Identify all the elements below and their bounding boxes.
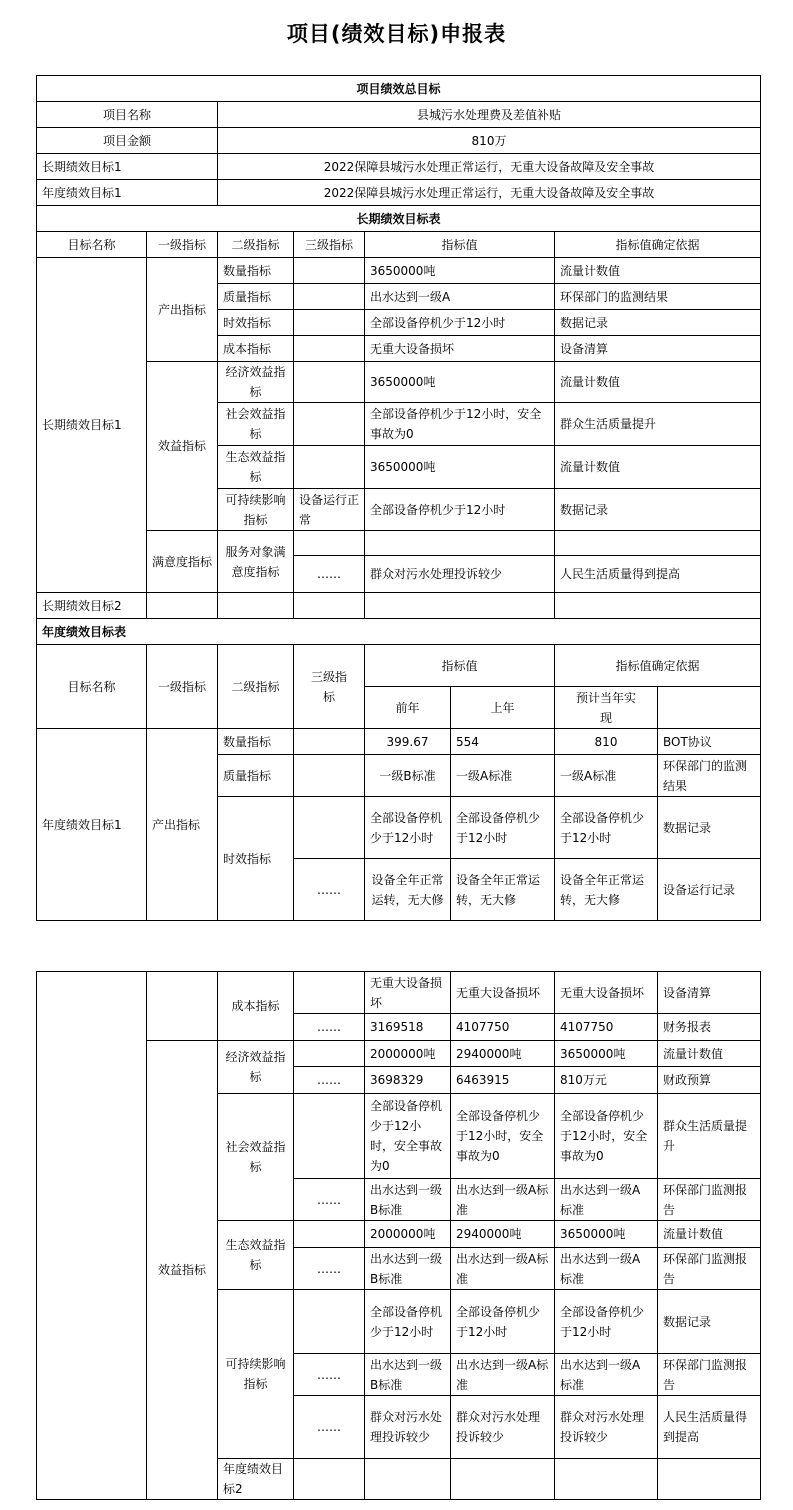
value-prev2: 一级B标准 [365, 755, 451, 797]
level3-indicator: …… [294, 1396, 365, 1459]
col-header: 三级指标 [294, 645, 365, 729]
level1-indicator: 效益指标 [147, 362, 218, 531]
value-expected: 4107750 [555, 1014, 658, 1041]
indicator-value: 全部设备停机少于12小时 [365, 310, 555, 336]
field-value: 2022保障县城污水处理正常运行，无重大设备故障及安全事故 [218, 180, 761, 206]
col-header: 二级指标 [218, 645, 294, 729]
indicator-basis: BOT协议 [658, 729, 761, 755]
level2-indicator: 时效指标 [218, 310, 294, 336]
value-prev1: 2940000吨 [451, 1041, 555, 1067]
value-expected: 出水达到一级A标准 [555, 1248, 658, 1290]
value-prev1: 设备全年正常运转，无大修 [451, 859, 555, 921]
col-header: 指标值 [365, 645, 555, 687]
indicator-value: 3650000吨 [365, 446, 555, 489]
empty-cell [658, 1459, 761, 1500]
overall-row [37, 102, 761, 128]
indicator-basis: 数据记录 [555, 489, 761, 531]
indicator-basis: 设备运行记录 [658, 859, 761, 921]
level3-indicator [294, 403, 365, 446]
value-prev1: 全部设备停机少于12小时，安全事故为0 [451, 1094, 555, 1179]
value-prev1: 无重大设备损坏 [451, 972, 555, 1014]
target-name: 长期绩效目标2 [37, 593, 147, 619]
value-prev2: 3169518 [365, 1014, 451, 1041]
col-header: 目标名称 [37, 645, 147, 729]
level1-indicator: 效益指标 [147, 1041, 218, 1500]
indicator-basis: 流量计数值 [555, 258, 761, 284]
indicator-basis: 流量计数值 [658, 1221, 761, 1248]
indicator-basis: 环保部门的监测结果 [555, 284, 761, 310]
empty-cell [555, 1459, 658, 1500]
indicator-basis: 环保部门的监测结果 [658, 755, 761, 797]
empty-cell [365, 593, 555, 619]
indicator-basis: 数据记录 [555, 310, 761, 336]
level3-indicator: …… [294, 1014, 365, 1041]
long-term-col-header-row [37, 232, 761, 258]
level2-indicator: 经济效益指标 [218, 362, 294, 403]
target-name: 年度绩效目标2 [218, 1459, 294, 1500]
col-header: 指标值确定依据 [555, 232, 761, 258]
table-row [37, 729, 761, 755]
value-expected: 设备全年正常运转，无大修 [555, 859, 658, 921]
level2-indicator: 成本指标 [218, 972, 294, 1041]
level3-indicator: …… [294, 1248, 365, 1290]
level3-indicator [294, 336, 365, 362]
value-expected: 出水达到一级A标准 [555, 1354, 658, 1396]
level3-indicator [294, 729, 365, 755]
field-value: 810万 [218, 128, 761, 154]
level3-indicator [294, 310, 365, 336]
field-value: 2022保障县城污水处理正常运行，无重大设备故障及安全事故 [218, 154, 761, 180]
long-term-header-row [37, 206, 761, 232]
level2-indicator: 经济效益指标 [218, 1041, 294, 1094]
col-header: 二级指标 [218, 232, 294, 258]
annual-col-header-row [37, 645, 761, 687]
level2-indicator: 社会效益指标 [218, 1094, 294, 1221]
level3-indicator: …… [294, 1179, 365, 1221]
field-label: 年度绩效目标1 [37, 180, 218, 206]
level3-indicator [294, 1290, 365, 1354]
value-expected: 出水达到一级A标准 [555, 1179, 658, 1221]
value-prev1: 出水达到一级A标准 [451, 1354, 555, 1396]
level3-indicator [294, 797, 365, 859]
value-prev1: 全部设备停机少于12小时 [451, 1290, 555, 1354]
value-expected: 810万元 [555, 1067, 658, 1094]
value-prev2: 出水达到一级B标准 [365, 1248, 451, 1290]
indicator-value: 3650000吨 [365, 362, 555, 403]
level3-indicator [294, 1041, 365, 1067]
target-name-cont [37, 972, 147, 1500]
empty-cell [147, 593, 218, 619]
empty-cell [365, 1459, 451, 1500]
table-row [37, 593, 761, 619]
level3-indicator [294, 362, 365, 403]
value-prev1: 一级A标准 [451, 755, 555, 797]
col-header: 一级指标 [147, 232, 218, 258]
level1-indicator: 满意度指标 [147, 531, 218, 593]
level3-indicator: …… [294, 1067, 365, 1094]
level3-indicator: 设备运行正常 [294, 489, 365, 531]
page-title: 项目(绩效目标)申报表 [286, 22, 507, 46]
level3-indicator [294, 1221, 365, 1248]
empty-cell [451, 1459, 555, 1500]
overall-row [37, 180, 761, 206]
value-expected: 全部设备停机少于12小时 [555, 1290, 658, 1354]
level2-indicator: 时效指标 [218, 797, 294, 921]
level3-indicator [294, 258, 365, 284]
target-name: 年度绩效目标1 [37, 729, 147, 921]
level1-indicator-cont [147, 972, 218, 1041]
value-prev2: 全部设备停机少于12小时 [365, 797, 451, 859]
table-row [37, 972, 761, 1014]
indicator-value: 群众对污水处理投诉较少 [365, 556, 555, 593]
col-header: 预计当年实现 [555, 687, 658, 729]
level2-indicator: 质量指标 [218, 284, 294, 310]
indicator-basis: 人民生活质量得到提高 [658, 1396, 761, 1459]
target-name: 长期绩效目标1 [37, 258, 147, 593]
level3-indicator: …… [294, 859, 365, 921]
level2-indicator: 可持续影响指标 [218, 489, 294, 531]
value-prev1: 出水达到一级A标准 [451, 1179, 555, 1221]
value-prev1: 群众对污水处理投诉较少 [451, 1396, 555, 1459]
col-header: 上年 [451, 687, 555, 729]
level2-indicator: 生态效益指标 [218, 1221, 294, 1290]
empty-cell [294, 593, 365, 619]
overall-row [37, 154, 761, 180]
table-row [37, 258, 761, 284]
level2-indicator: 服务对象满意度指标 [218, 531, 294, 593]
indicator-basis: 人民生活质量得到提高 [555, 556, 761, 593]
level3-indicator: …… [294, 1354, 365, 1396]
value-prev2: 设备全年正常运转，无大修 [365, 859, 451, 921]
indicator-value: 无重大设备损坏 [365, 336, 555, 362]
level2-indicator: 数量指标 [218, 258, 294, 284]
indicator-basis: 环保部门监测报告 [658, 1179, 761, 1221]
value-prev2: 无重大设备损坏 [365, 972, 451, 1014]
col-header: 一级指标 [147, 645, 218, 729]
level3-indicator [294, 755, 365, 797]
col-header: 目标名称 [37, 232, 147, 258]
level3-indicator [294, 1094, 365, 1179]
value-prev2: 2000000吨 [365, 1041, 451, 1067]
value-prev2: 群众对污水处理投诉较少 [365, 1396, 451, 1459]
level3-indicator: …… [294, 556, 365, 593]
value-prev1: 出水达到一级A标准 [451, 1248, 555, 1290]
value-prev2: 3698329 [365, 1067, 451, 1094]
level3-indicator [294, 284, 365, 310]
overall-row [37, 128, 761, 154]
annual-header-row [37, 619, 761, 645]
value-expected: 无重大设备损坏 [555, 972, 658, 1014]
indicator-basis: 数据记录 [658, 1290, 761, 1354]
overall-header-row [37, 76, 761, 102]
value-expected: 全部设备停机少于12小时 [555, 797, 658, 859]
value-expected: 3650000吨 [555, 1221, 658, 1248]
level2-indicator: 质量指标 [218, 755, 294, 797]
field-value: 县城污水处理费及差值补贴 [218, 102, 761, 128]
value-prev1: 4107750 [451, 1014, 555, 1041]
level2-indicator: 生态效益指标 [218, 446, 294, 489]
empty-cell [294, 1459, 365, 1500]
indicator-value: 出水达到一级A [365, 284, 555, 310]
value-expected: 810 [555, 729, 658, 755]
level3-indicator [294, 972, 365, 1014]
field-label: 项目金额 [37, 128, 218, 154]
indicator-basis: 流量计数值 [555, 362, 761, 403]
value-expected: 一级A标准 [555, 755, 658, 797]
level1-indicator: 产出指标 [147, 258, 218, 362]
indicator-basis: 群众生活质量提升 [555, 403, 761, 446]
level2-indicator: 成本指标 [218, 336, 294, 362]
empty-cell [658, 687, 761, 729]
value-prev2: 出水达到一级B标准 [365, 1354, 451, 1396]
level3-indicator [294, 446, 365, 489]
indicator-basis: 群众生活质量提升 [658, 1094, 761, 1179]
empty-cell [555, 531, 761, 556]
value-expected: 群众对污水处理投诉较少 [555, 1396, 658, 1459]
empty-cell [555, 593, 761, 619]
indicator-basis: 数据记录 [658, 797, 761, 859]
col-header: 指标值 [365, 232, 555, 258]
level1-indicator: 产出指标 [147, 729, 218, 921]
value-prev1: 全部设备停机少于12小时 [451, 797, 555, 859]
indicator-value: 全部设备停机少于12小时 [365, 489, 555, 531]
value-prev2: 2000000吨 [365, 1221, 451, 1248]
field-label: 长期绩效目标1 [37, 154, 218, 180]
col-header: 指标值确定依据 [555, 645, 761, 687]
value-prev1: 554 [451, 729, 555, 755]
indicator-basis: 环保部门监测报告 [658, 1354, 761, 1396]
section-header: 长期绩效目标表 [37, 206, 761, 232]
level2-indicator: 数量指标 [218, 729, 294, 755]
annual-targets-continued-table [36, 971, 761, 1500]
value-prev1: 6463915 [451, 1067, 555, 1094]
indicator-basis: 设备清算 [555, 336, 761, 362]
section-header: 年度绩效目标表 [37, 619, 761, 645]
value-prev1: 2940000吨 [451, 1221, 555, 1248]
empty-cell [218, 593, 294, 619]
section-header: 项目绩效总目标 [37, 76, 761, 102]
indicator-basis: 环保部门监测报告 [658, 1248, 761, 1290]
value-prev2: 399.67 [365, 729, 451, 755]
value-expected: 全部设备停机少于12小时，安全事故为0 [555, 1094, 658, 1179]
indicator-value: 3650000吨 [365, 258, 555, 284]
indicator-basis: 设备清算 [658, 972, 761, 1014]
indicator-basis: 流量计数值 [555, 446, 761, 489]
field-label: 项目名称 [37, 102, 218, 128]
col-header: 三级指标 [294, 232, 365, 258]
level2-indicator: 可持续影响指标 [218, 1290, 294, 1459]
declaration-table [36, 75, 761, 921]
empty-cell [294, 531, 365, 556]
level2-indicator: 社会效益指标 [218, 403, 294, 446]
indicator-basis: 财政预算 [658, 1067, 761, 1094]
indicator-basis: 财务报表 [658, 1014, 761, 1041]
col-header: 前年 [365, 687, 451, 729]
value-expected: 3650000吨 [555, 1041, 658, 1067]
value-prev2: 出水达到一级B标准 [365, 1179, 451, 1221]
value-prev2: 全部设备停机少于12小时，安全事故为0 [365, 1094, 451, 1179]
empty-cell [365, 531, 555, 556]
indicator-value: 全部设备停机少于12小时，安全事故为0 [365, 403, 555, 446]
indicator-basis: 流量计数值 [658, 1041, 761, 1067]
value-prev2: 全部设备停机少于12小时 [365, 1290, 451, 1354]
